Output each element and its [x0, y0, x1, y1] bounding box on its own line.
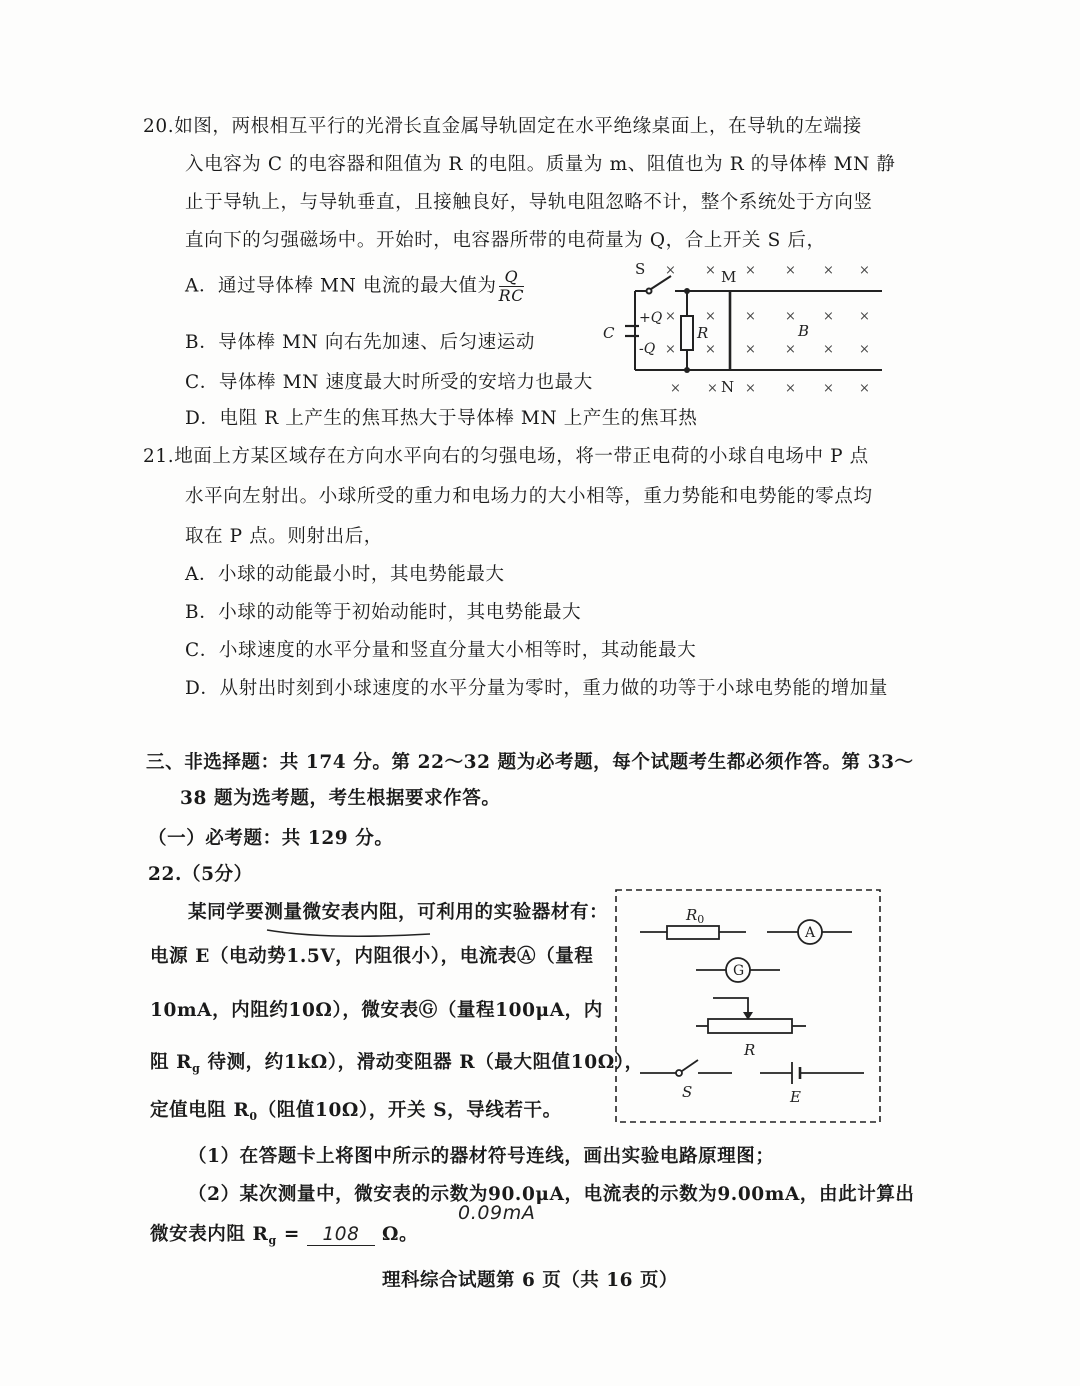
- page-footer: 理科综合试题第 6 页（共 16 页）: [382, 1270, 678, 1291]
- field-cross-icon: ×: [705, 342, 716, 357]
- field-cross-icon: ×: [785, 309, 796, 324]
- rail-circuit-figure: [595, 258, 895, 398]
- q21-option-a: A．小球的动能最小时，其电势能最大: [185, 564, 505, 585]
- section3-heading-cont: 38 题为选考题，考生根据要求作答。: [180, 788, 501, 809]
- q21-option-b: B．小球的动能等于初始动能时，其电势能最大: [185, 602, 582, 623]
- field-cross-icon: ×: [785, 263, 796, 278]
- field-cross-icon: ×: [665, 309, 676, 324]
- handwritten-underline: [265, 924, 435, 940]
- field-cross-icon: ×: [859, 263, 870, 278]
- battery-label: E: [790, 1088, 801, 1106]
- required-subheading: （一）必考题：共 129 分。: [148, 828, 394, 849]
- field-cross-icon: ×: [859, 381, 870, 396]
- resistor-r: [681, 316, 693, 350]
- resistor-label: R: [697, 324, 709, 342]
- q21-number: 21.: [143, 446, 175, 467]
- q20-option-b: B．导体棒 MN 向右先加速、后匀速运动: [185, 332, 535, 353]
- q21-line-2: 水平向左射出。小球所受的重力和电场力的大小相等，重力势能和电势能的零点均: [185, 486, 873, 507]
- field-cross-icon: ×: [665, 342, 676, 357]
- q22-stem-line-1: 某同学要测量微安表内阻，可利用的实验器材有：: [188, 902, 609, 923]
- q20-line-3: 止于导轨上，与导轨垂直，且接触良好，导轨电阻忽略不计，整个系统处于方向竖: [185, 192, 873, 213]
- q22-part-2-answer-line: 微安表内阻 $R_g = 108$ Ω。: [150, 1224, 419, 1247]
- galvanometer-label: G: [733, 963, 745, 979]
- q22-stem-line-3: 10mA，内阻约10Ω），微安表Ⓖ（量程100μA，内: [150, 1000, 603, 1021]
- q21-line-3: 取在 P 点。则射出后，: [185, 526, 383, 547]
- field-cross-icon: ×: [823, 342, 834, 357]
- q21-option-d: D．从射出时刻到小球速度的水平分量为零时，重力做的功等于小球电势能的增加量: [185, 678, 889, 699]
- q22-part-1: （1）在答题卡上将图中所示的器材符号连线，画出实验电路原理图；: [188, 1146, 775, 1167]
- q20-option-a: A．通过导体棒 MN 电流的最大值为 $\frac{Q}{RC}$: [185, 267, 525, 305]
- q22-stem-line-2: 电源 E（电动势1.5V，内阻很小），电流表Ⓐ（量程: [150, 946, 594, 967]
- q20-line-1: 20.如图，两根相互平行的光滑长直金属导轨固定在水平绝缘桌面上，在导轨的左端接: [143, 116, 862, 137]
- q21-line-1: 21.地面上方某区域存在方向水平向右的匀强电场，将一带正电荷的小球自电场中 P 点: [143, 446, 869, 467]
- equipment-symbols-figure: [612, 886, 884, 1126]
- rod-m-label: M: [721, 268, 737, 286]
- magnetic-field-crosses: [665, 263, 870, 396]
- answer-blank[interactable]: 108: [307, 1224, 375, 1246]
- field-cross-icon: ×: [745, 381, 756, 396]
- section3-heading: 三、非选择题：共 174 分。第 22～32 题为必考题，每个试题考生都必须作答。第 33～: [146, 752, 914, 773]
- field-cross-icon: ×: [823, 263, 834, 278]
- rod-n-label: N: [721, 378, 735, 396]
- field-cross-icon: ×: [745, 342, 756, 357]
- field-cross-icon: ×: [859, 342, 870, 357]
- capacitor-label: C: [603, 324, 615, 342]
- q21-option-c: C．小球速度的水平分量和竖直分量大小相等时，其动能最大: [185, 640, 697, 661]
- q20-line-2: 入电容为 C 的电容器和阻值为 R 的电阻。质量为 m、阻值也为 R 的导体棒 MN 静: [185, 154, 896, 175]
- q22-stem-line-5: 定值电阻 $R_0$（阻值10Ω），开关 S，导线若干。: [150, 1100, 562, 1123]
- handwritten-note: 0.09mA: [458, 1202, 536, 1224]
- r0-label: $R_0$: [686, 906, 705, 926]
- switch-label: S: [635, 260, 646, 278]
- field-cross-icon: ×: [745, 309, 756, 324]
- q22-stem-line-4: 阻 $R_g$ 待测，约1kΩ），滑动变阻器 R（最大阻值10Ω），: [150, 1052, 644, 1075]
- field-cross-icon: ×: [705, 263, 716, 278]
- field-cross-icon: ×: [670, 381, 681, 396]
- fraction-q-over-rc: $\frac{Q}{RC}$: [498, 267, 525, 305]
- q22-part-2: （2）某次测量中，微安表的示数为90.0μA，电流表的示数为9.00mA，由此计算出: [188, 1184, 915, 1205]
- field-cross-icon: ×: [823, 309, 834, 324]
- rheostat-label: R: [744, 1041, 756, 1059]
- plus-q-label: +Q: [639, 310, 663, 326]
- q20-line-4: 直向下的匀强磁场中。开始时，电容器所带的电荷量为 Q，合上开关 S 后，: [185, 230, 826, 251]
- resistor-r0-symbol: [640, 926, 746, 939]
- field-cross-icon: ×: [745, 263, 756, 278]
- battery-symbol: [760, 1062, 864, 1084]
- switch-symbol: [640, 1060, 732, 1076]
- rheostat-symbol: [696, 998, 806, 1033]
- field-cross-icon: ×: [785, 381, 796, 396]
- junction-dot: [684, 367, 690, 373]
- switch-label: S: [682, 1083, 693, 1101]
- field-cross-icon: ×: [785, 342, 796, 357]
- field-cross-icon: ×: [707, 381, 718, 396]
- field-cross-icon: ×: [705, 309, 716, 324]
- field-b-label: B: [798, 322, 810, 340]
- field-cross-icon: ×: [665, 263, 676, 278]
- ammeter-label: A: [805, 925, 816, 941]
- junction-dot: [684, 288, 690, 294]
- switch-pivot: [647, 289, 652, 294]
- q22-header: 22.（5分）: [148, 864, 253, 885]
- q20-option-d: D．电阻 R 上产生的焦耳热大于导体棒 MN 上产生的焦耳热: [185, 408, 698, 429]
- q20-number: 20.: [143, 116, 175, 137]
- q20-option-c: C．导体棒 MN 速度最大时所受的安培力也最大: [185, 372, 593, 393]
- minus-q-label: -Q: [639, 341, 656, 357]
- field-cross-icon: ×: [859, 309, 870, 324]
- field-cross-icon: ×: [823, 381, 834, 396]
